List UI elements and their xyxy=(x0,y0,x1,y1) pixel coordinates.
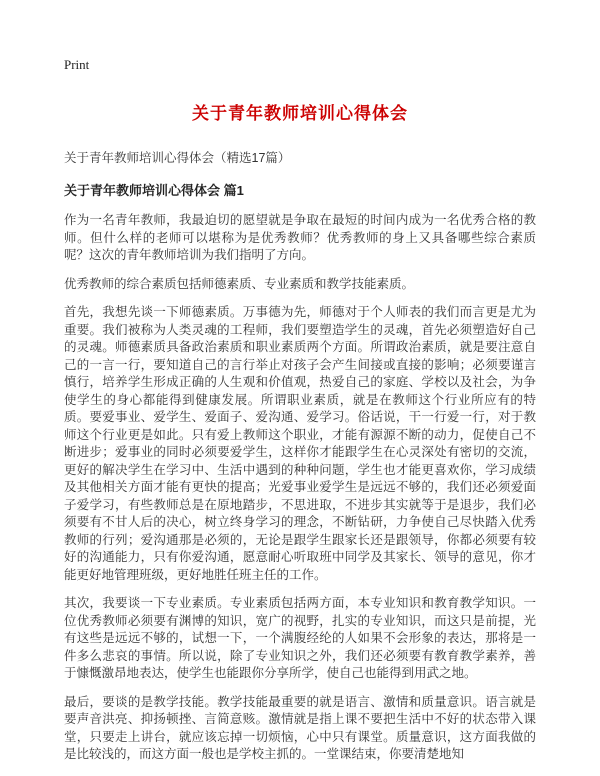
paragraph-professional-quality: 其次，我要谈一下专业素质。专业素质包括两方面，本专业知识和教育教学知识。一位优秀教师必须要有渊博的知识，宽广的视野，扎实的专业知识，而这只是前提，光有这些是远远不够的，试想一下，一个满腹经纶的人如果不会形象的表达，那将是一件多么悲哀的事情。所以说，除了专业知识之外，我们还必须要有教育教学素养，善于慷慨激昂地表达，使学生也能跟你分享所学，使自己也能得到用武之地。 xyxy=(64,596,536,680)
page-title: 关于青年教师培训心得体会 xyxy=(192,104,408,123)
document-subtitle: 关于青年教师培训心得体会（精选17篇） xyxy=(64,151,291,165)
paragraph-ethics-quality: 首先，我想先谈一下师德素质。万事德为先，师德对于个人师表的我们而言更是尤为重要。我们被称为人类灵魂的工程师，我们要塑造学生的灵魂，首先必须塑造好自己的灵魂。师德素质具备政治素质和职业素质两个方面。所谓政治素质，就是要注意自己的一言一行，要知道自己的言行举止对孩子会产生间接或直接的影响；必须要谨言慎行，培养学生形成正确的人生观和价值观，热爱自己的家庭、学校以及社会，为争使学生的身心都能得到健康发展。所谓职业素质，就是在教师这个行业所应有的特质。要爱事业、爱学生、爱面子、爱沟通、爱学习。俗话说，干一行爱一行，对于教师这个行业更是如此。只有爱上教师这个职业，才能有源源不断的动力，促使自己不断进步；爱事业的同时必须要爱学生，这样你才能跟学生在心灵深处有密切的交流，更好的解决学生在学习中、生活中遇到的种种问题，学生也才能更喜欢你，学习成绩及其他相关方面才能有更快的提高；光爱事业爱学生是远远不够的，我们还必须爱面子爱学习，有些教师总是在原地踏步，不思进取，不进步其实就等于是退步，我们必须要有不甘人后的决心，树立终身学习的理念，不断钻研，力争使自己尽快踏入优秀教师的行列；爱沟通那是必须的，无论是跟学生跟家长还是跟领导，你都必须要有较好的沟通能力，只有你爱沟通，愿意耐心听取班中同学及其家长、领导的意见，你才能更好地管理班级，更好地胜任班主任的工作。 xyxy=(64,305,536,582)
section-heading-chapter-1: 关于青年教师培训心得体会 篇1 xyxy=(64,183,244,198)
paragraph-overview: 优秀教师的综合素质包括师德素质、专业素质和教学技能素质。 xyxy=(64,276,415,291)
paragraph-intro: 作为一名青年教师，我最迫切的愿望就是争取在最短的时间内成为一名优秀合格的教师。但什么样的老师可以堪称为是优秀教师？优秀教师的身上又具备哪些综合素质呢？这次的青年教师培训为我们指明了方向。 xyxy=(64,213,536,262)
paragraph-teaching-skills: 最后，要谈的是教学技能。教学技能最重要的就是语言、激情和质量意识。语言就是要声音洪亮、抑扬顿挫、言简意赅。激情就是指上课不要把生活中不好的状态带入课堂，只要走上讲台，就应该忘掉一切烦恼，心中只有课堂。质量意识，这方面我做的是比较浅的，而这方面一般也是学校主抓的。一堂课结束，你要清楚地知 xyxy=(64,694,536,761)
print-button[interactable]: Print xyxy=(64,57,90,72)
